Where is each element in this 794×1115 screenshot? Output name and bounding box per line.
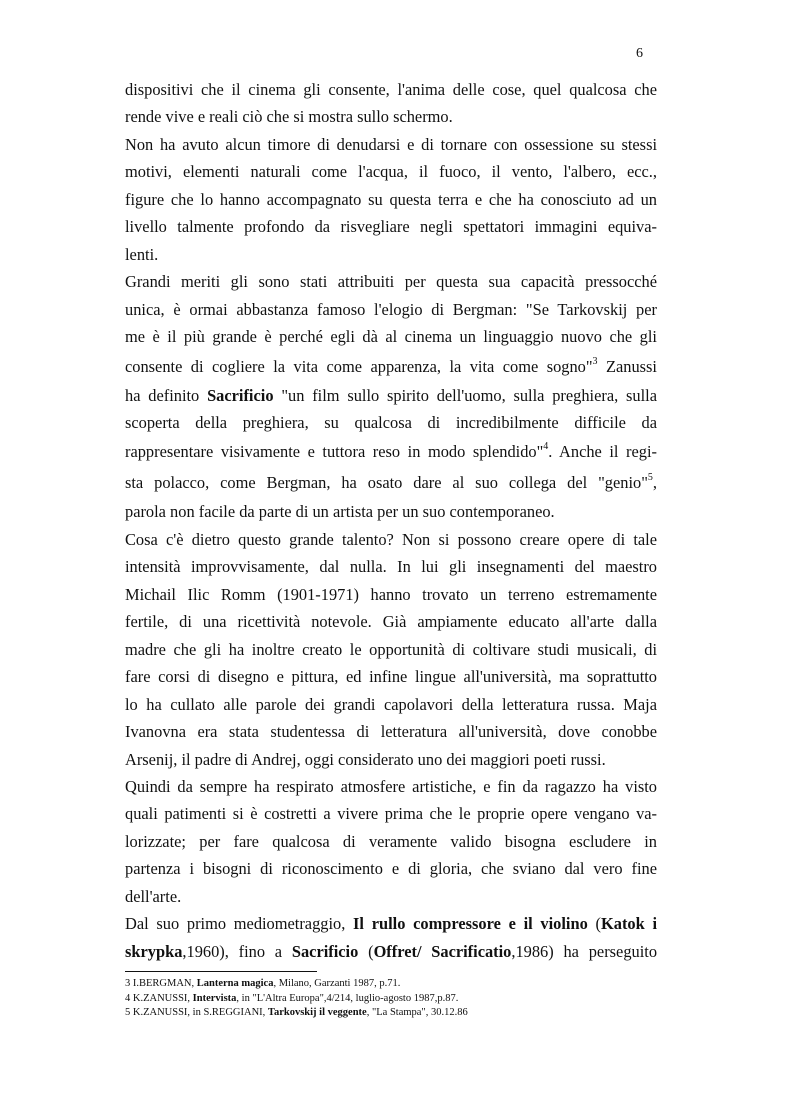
- footnote: [125, 1006, 665, 1021]
- text-line: [125, 382, 657, 409]
- film-title: Katok i: [601, 914, 658, 934]
- text-line: Arsenij, il padre di Andrej, oggi considerato uno dei maggiori poeti russi.: [125, 749, 606, 769]
- footnote-title: Tarkovskij il veggente: [267, 1007, 367, 1019]
- text-line: Cosa c'è dietro questo grande talento? Non si possono creare opere di tale: [125, 529, 657, 549]
- text-line: parola non facile da parte di un artista per un suo contemporaneo.: [125, 502, 555, 522]
- text-segment: ha definito: [125, 385, 208, 405]
- text-line: Michail Ilic Romm (1901-1971) hanno trovato un terreno estremamente: [125, 584, 657, 604]
- text-line: dispositivi che il cinema gli consente, l'anima delle cose, quel qualcosa che: [125, 80, 657, 99]
- text-segment: rappresentare visivamente e tuttora reso in modo splendido": [125, 442, 544, 462]
- footnote: [125, 977, 665, 992]
- paragraph: [125, 773, 657, 910]
- footnote-text: 5 K.ZANUSSI, in S.REGGIANI,: [125, 1007, 268, 1019]
- text-line: fare corsi di disegno e pittura, ed infine lingue all'università, ma soprattutto: [125, 667, 657, 687]
- text-line: intensità improvvisamente, dal nulla. In lui gli insegnamenti del maestro: [125, 557, 657, 577]
- text-line: scoperta della preghiera, su qualcosa di incredibilmente difficile da: [125, 412, 657, 432]
- text-line: [125, 910, 657, 937]
- paragraph: [125, 268, 657, 526]
- film-title: Sacrificio: [207, 385, 274, 405]
- film-title: Sacrificio: [291, 941, 359, 961]
- paragraph: [125, 910, 657, 965]
- text-line: livello talmente profondo da risvegliare negli spettatori immagini equiva-: [125, 217, 657, 237]
- text-line: Ivanovna era stata studentessa di letteratura all'università, dove conobbe: [125, 722, 657, 742]
- footnote-text: , Milano, Garzanti 1987, p.71.: [273, 978, 401, 989]
- text-segment: (: [587, 914, 601, 934]
- footnote-ref-3: 3: [592, 355, 598, 367]
- text-line: dell'arte.: [125, 886, 182, 906]
- footnote-text: , "La Stampa", 30.12.86: [366, 1007, 468, 1019]
- text-line: madre che gli ha inoltre creato le opportunità di coltivare studi musicali, di: [125, 639, 657, 659]
- text-line: Non ha avuto alcun timore di denudarsi e di tornare con ossessione su stessi: [125, 134, 657, 154]
- paragraph: [125, 76, 657, 131]
- footnote-text: 4 K.ZANUSSI,: [125, 992, 193, 1004]
- text-line: rende vive e reali ciò che si mostra sullo schermo.: [125, 107, 453, 127]
- footnote-text: , in "L'Altra Europa",4/214, luglio-agosto 1987,p.87.: [236, 992, 459, 1004]
- text-line: partenza i bisogni di riconoscimento e di gloria, che sviano dal vero fine: [125, 859, 657, 879]
- film-title: Offret/ Sacrificatio: [373, 941, 512, 961]
- text-line: [125, 436, 657, 467]
- text-segment: Zanussi: [597, 356, 657, 376]
- footnote: [125, 992, 665, 1007]
- footnote-separator: [125, 971, 317, 972]
- text-line: me è il più grande è perché egli dà al cinema un linguaggio nuovo che gli: [125, 327, 657, 347]
- text-segment: consente di cogliere la vita come apparenza, la vita come sogno": [125, 356, 593, 376]
- footnote-text: 3 I.BERGMAN,: [125, 978, 197, 989]
- text-line: Grandi meriti gli sono stati attribuiti per questa sua capacità pressocché: [125, 272, 657, 292]
- text-line: quali patimenti si è costretti a vivere prima che le proprie opere vengano va-: [125, 804, 657, 824]
- body-text: [125, 76, 657, 965]
- text-line: unica, è ormai abbastanza famoso l'elogio di Bergman: "Se Tarkovskij per: [125, 299, 657, 319]
- text-segment: . Anche il regi-: [548, 442, 657, 462]
- footnotes: [125, 977, 665, 1021]
- text-segment: ,1960), fino a: [182, 941, 292, 961]
- text-segment: sta polacco, come Bergman, ha osato dare al suo collega del "genio": [125, 473, 648, 493]
- text-line: Quindi da sempre ha respirato atmosfere artistiche, e fin da ragazzo ha visto: [125, 776, 657, 796]
- text-line: lorizzate; per fare qualcosa di veramente valido bisogna escludere in: [125, 831, 657, 851]
- footnote-ref-5: 5: [647, 472, 653, 484]
- text-line: [125, 467, 657, 498]
- text-segment: ,: [652, 473, 657, 493]
- text-line: fertile, di una ricettività notevole. Già ampiamente educato all'arte dalla: [125, 612, 657, 632]
- footnote-title: Lanterna magica: [196, 978, 274, 989]
- footnote-title: Intervista: [192, 992, 237, 1004]
- text-line: figure che lo hanno accompagnato su questa terra e che ha conosciuto ad un: [125, 189, 657, 209]
- text-line: motivi, elementi naturali come l'acqua, il fuoco, il vento, l'albero, ecc.,: [125, 162, 657, 182]
- text-segment: "un film sullo spirito dell'uomo, sulla preghiera, sulla: [273, 385, 657, 405]
- paragraph: [125, 131, 657, 268]
- film-title: Il rullo compressore e il violino: [353, 914, 588, 934]
- text-segment: ,1986) ha perseguito: [511, 941, 658, 961]
- footnote-ref-4: 4: [543, 441, 549, 453]
- text-segment: Dal suo primo mediometraggio,: [125, 914, 354, 934]
- text-segment: (: [358, 941, 374, 961]
- text-line: lenti.: [125, 244, 159, 264]
- text-line: lo ha cullato alle parole dei grandi capolavori della letteratura russa. Maja: [125, 694, 657, 714]
- film-title: skrypka: [125, 941, 183, 961]
- text-line: [125, 938, 657, 965]
- paragraph: [125, 526, 657, 773]
- text-line: [125, 351, 657, 382]
- page-number: 6: [636, 46, 643, 61]
